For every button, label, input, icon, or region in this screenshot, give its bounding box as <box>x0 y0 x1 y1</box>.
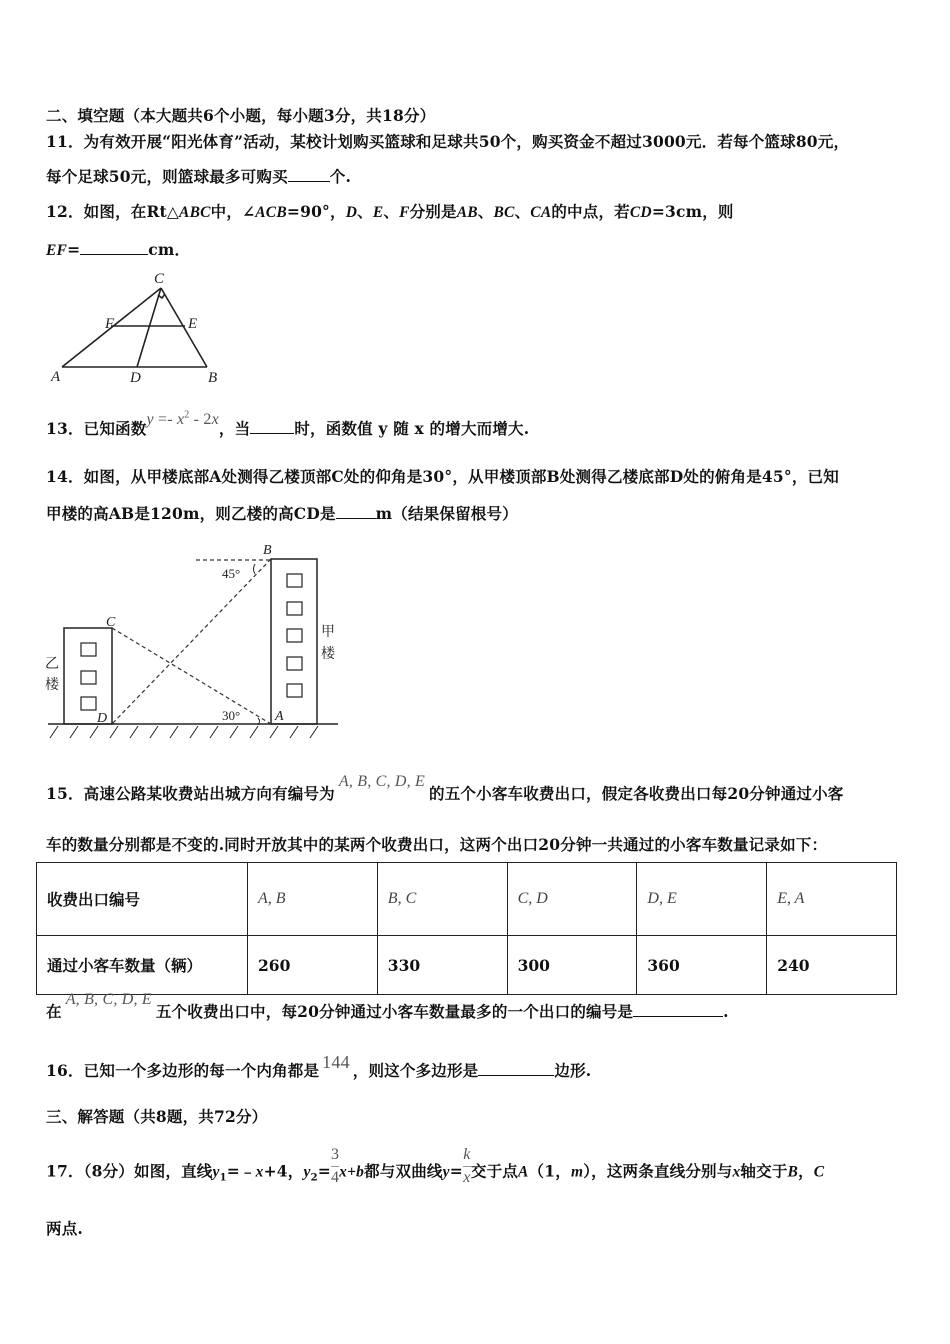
q17-sub: 1 <box>219 1172 227 1184</box>
q12-answer-blank[interactable] <box>80 240 148 255</box>
table-row <box>37 936 897 995</box>
q17-text: 交于点 <box>470 1161 518 1181</box>
label-D: D <box>130 370 141 386</box>
q14-text: m（结果保留根号） <box>375 504 518 523</box>
label-A: A <box>51 369 61 385</box>
q12-text: 、 <box>383 202 400 221</box>
q15-line1 <box>46 773 844 804</box>
q17-fraction-3-4 <box>331 1144 339 1189</box>
q17-var: x <box>339 1163 348 1181</box>
q17-line1 <box>46 1146 825 1195</box>
q17-sub: 2 <box>310 1172 318 1184</box>
q11-text: 每个足球50元，则篮球最多可购买 <box>46 167 288 186</box>
q13-answer-blank[interactable] <box>250 419 294 434</box>
q16-line <box>46 1052 592 1081</box>
q17-text: = <box>317 1161 331 1181</box>
q15-text: 在 <box>46 1002 62 1021</box>
q12-text: =3cm，则 <box>651 202 734 221</box>
q12-text: 12．如图，在Rt△ <box>46 202 180 221</box>
q13-line <box>46 409 530 439</box>
frac-bar <box>331 1166 339 1167</box>
q17-var: y <box>212 1163 220 1181</box>
q12-var: ABC <box>179 204 211 221</box>
q12-text: = <box>67 240 81 259</box>
q17-text: +4， <box>263 1161 304 1181</box>
q12-var: AB <box>456 204 478 221</box>
frac-num: 3 <box>330 1146 340 1163</box>
q12-var: D <box>345 204 358 221</box>
q11-text-end: 个. <box>329 167 352 186</box>
q12-text: =90°， <box>286 202 346 221</box>
q17-var: x <box>732 1163 741 1181</box>
q16-text: 边形. <box>554 1061 592 1080</box>
q16-answer-blank[interactable] <box>478 1061 554 1076</box>
table-header-cell: 通过小客车数量（辆） <box>37 936 248 995</box>
q12-var: ACB <box>255 204 287 221</box>
label-yi-2: 楼 <box>45 678 59 693</box>
section-3-heading: 三、解答题（共8题，共72分） <box>46 1107 268 1126</box>
q17-text: ， <box>798 1161 814 1181</box>
section-2-heading: 二、填空题（本大题共6个小题，每小题3分，共18分） <box>46 106 436 125</box>
q11-answer-blank[interactable] <box>288 167 330 182</box>
q16-angle: 144 <box>322 1052 350 1072</box>
q12-var: CA <box>530 204 552 221</box>
q16-text: ，则这个多边形是 <box>352 1061 479 1080</box>
q15-text: . <box>723 1002 729 1021</box>
q12-triangle-figure <box>45 268 235 388</box>
q17-text: 都与双曲线 <box>364 1161 443 1181</box>
q13-text: ，当 <box>218 419 251 438</box>
table-cell: 360 <box>637 936 767 995</box>
q14-buildings-figure <box>42 540 352 745</box>
q17-var: x <box>255 1163 264 1181</box>
q15-letters: A, B, C, D, E <box>338 773 426 790</box>
label-F: F <box>105 316 115 332</box>
formula-part: x <box>176 411 185 428</box>
q15-answer-blank[interactable] <box>633 1002 723 1017</box>
q17-line2: 两点. <box>46 1219 83 1238</box>
table-cell: 240 <box>767 936 897 995</box>
table-cell: 300 <box>507 936 637 995</box>
q17-var: m <box>570 1163 584 1181</box>
q17-var: y <box>442 1163 450 1181</box>
label-C: C <box>106 615 116 630</box>
table-row <box>37 863 897 936</box>
table-cell: A, B <box>248 863 378 936</box>
frac-den: 4 <box>330 1169 340 1186</box>
table-cell: B, C <box>377 863 507 936</box>
formula-exponent: 2 <box>184 409 190 421</box>
angle-45-label: 45° <box>222 566 241 581</box>
q14-line1: 14．如图，从甲楼底部A处测得乙楼顶部C处的仰角是30°，从甲楼顶部B处测得乙楼底部D处的俯角是45°，已知 <box>46 467 839 486</box>
q17-var: C <box>813 1163 825 1181</box>
formula-part: y <box>146 411 154 428</box>
q12-var: F <box>399 204 410 221</box>
q14-line2 <box>46 502 518 524</box>
q15-table <box>36 862 897 995</box>
q17-var: +b <box>347 1163 365 1181</box>
q12-text: 的中点，若 <box>551 202 630 221</box>
label-jia-1: 甲 <box>321 625 335 640</box>
q12-line1 <box>46 200 734 222</box>
q17-var: B <box>787 1163 799 1181</box>
table-cell: 260 <box>248 936 378 995</box>
q17-var: y <box>303 1163 311 1181</box>
q14-answer-blank[interactable] <box>336 504 376 519</box>
label-A: A <box>275 709 284 724</box>
q15-text: 15．高速公路某收费站出城方向有编号为 <box>46 784 335 803</box>
table-cell: C, D <box>507 863 637 936</box>
table-cell: D, E <box>637 863 767 936</box>
table-cell: 330 <box>377 936 507 995</box>
q13-text: 13．已知函数 <box>46 419 147 438</box>
q11-line2 <box>46 165 351 187</box>
q12-text: 中，∠ <box>210 202 256 221</box>
q17-text: （1， <box>528 1161 571 1181</box>
table-header-cell: 收费出口编号 <box>37 863 248 936</box>
q16-text: 16．已知一个多边形的每一个内角都是 <box>46 1061 320 1080</box>
formula-part: x <box>211 411 219 428</box>
q12-text: 、 <box>477 202 494 221</box>
q17-fraction-k-x <box>463 1144 471 1189</box>
q12-line2 <box>46 238 190 260</box>
table-cell: E, A <box>767 863 897 936</box>
label-E: E <box>188 316 198 332</box>
angle-30-label: 30° <box>222 708 241 723</box>
q12-var: EF <box>46 242 68 259</box>
q17-text: =﹣ <box>226 1161 256 1181</box>
frac-bar <box>463 1166 471 1167</box>
label-D: D <box>97 711 108 726</box>
q15-text: 的五个小客车收费出口，假定各收费出口每20分钟通过小客 <box>429 784 844 803</box>
formula-part: =- <box>153 411 177 428</box>
q15-line3 <box>46 991 729 1022</box>
q13-text: 时，函数值 y 随 x 的增大而增大. <box>294 419 530 438</box>
label-C: C <box>154 271 165 287</box>
q17-text: ），这两条直线分别与 <box>583 1161 733 1181</box>
q15-line2: 车的数量分别都是不变的.同时开放其中的某两个收费出口，这两个出口20分钟一共通过的小客车数量记录如下： <box>46 835 828 854</box>
q12-text: 、 <box>514 202 531 221</box>
label-jia-2: 楼 <box>321 647 335 662</box>
label-B: B <box>263 543 272 558</box>
frac-num: k <box>463 1146 471 1163</box>
q17-text: = <box>449 1161 463 1181</box>
q12-text: cm． <box>148 240 191 259</box>
q17-text: 轴交于 <box>740 1161 788 1181</box>
q15-letters: A, B, C, D, E <box>65 991 152 1008</box>
q14-text: 甲楼的高AB是120m，则乙楼的高CD是 <box>46 504 336 523</box>
q15-text: 五个收费出口中，每20分钟通过小客车数量最多的一个出口的编号是 <box>155 1002 634 1021</box>
q17-var: A <box>518 1163 529 1181</box>
frac-den: x <box>463 1169 471 1186</box>
q17-text: 17．（8分）如图，直线 <box>46 1161 213 1181</box>
label-yi-1: 乙 <box>45 657 59 672</box>
q12-var: BC <box>493 204 515 221</box>
label-B: B <box>208 370 218 386</box>
q12-text: 分别是 <box>409 202 457 221</box>
q12-var: CD <box>629 204 652 221</box>
q11-line1: 11．为有效开展“阳光体育”活动，某校计划购买篮球和足球共50个，购买资金不超过3000元．若每个篮球80元， <box>46 132 850 151</box>
formula-part: - 2 <box>189 411 212 428</box>
q13-formula <box>146 411 218 428</box>
q12-text: 、 <box>357 202 373 221</box>
q12-var: E <box>372 204 384 221</box>
